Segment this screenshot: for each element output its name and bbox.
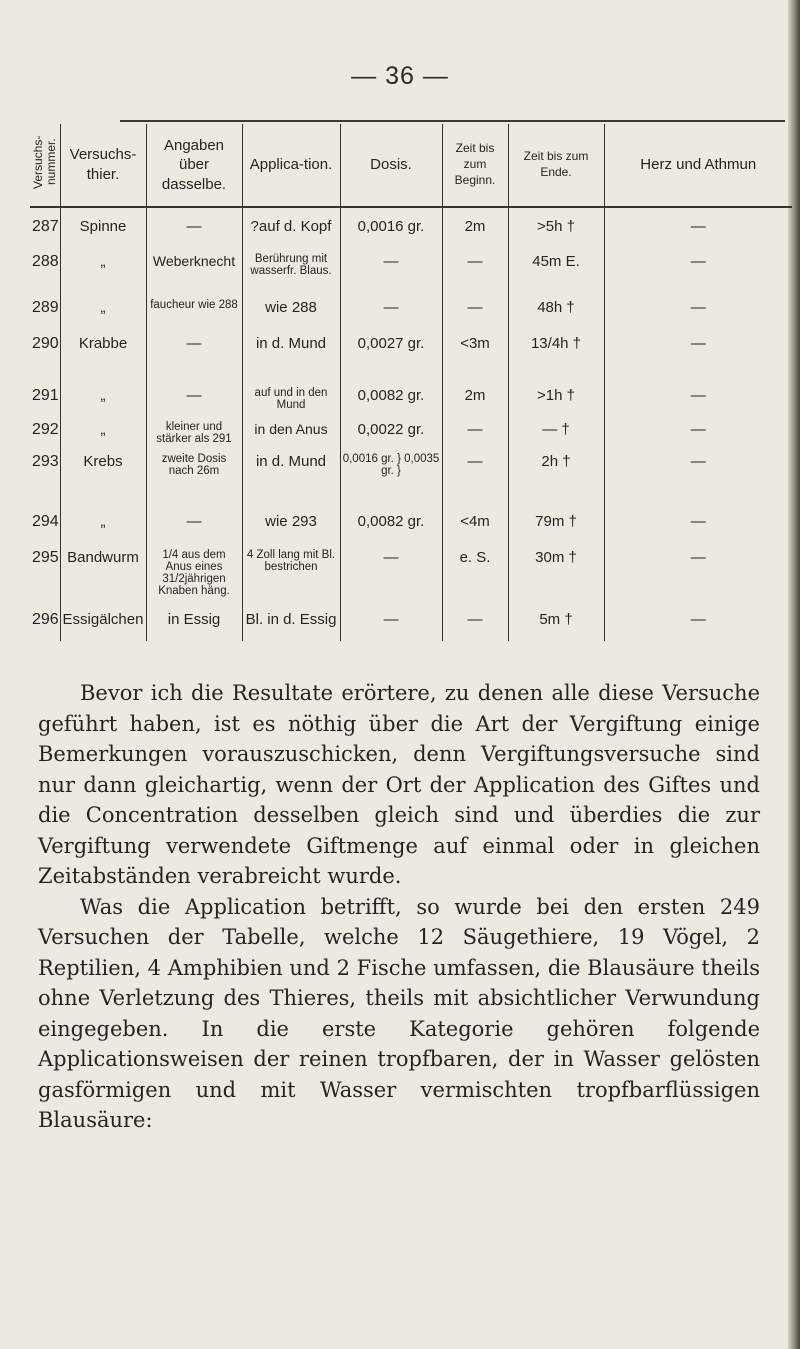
cell-animal: Krebs: [60, 451, 146, 511]
cell-time-end: 2h †: [508, 451, 604, 511]
cell-application: in den Anus: [242, 419, 340, 451]
cell-application: ?auf d. Kopf: [242, 207, 340, 251]
cell-time-start: e. S.: [442, 547, 508, 609]
cell-time-start: —: [442, 251, 508, 297]
cell-animal: Bandwurm: [60, 547, 146, 609]
cell-time-end: >1h †: [508, 385, 604, 419]
cell-dose: 0,0082 gr.: [340, 511, 442, 547]
cell-dose: —: [340, 609, 442, 641]
paragraph: Bevor ich die Resultate erörtere, zu denen alle diese Versuche geführt haben, ist es nöthig über die Art der Vergiftung einige Bemerkungen vorauszuschicken, denn Vergiftungsversuche sind nur dann gleichartig, wenn der Ort der Application des Giftes und die Concentration desselben gleich sind und überdies die zur Vergiftung verwendete Giftmenge auf einmal oder in gleichen Zeitabständen verabreicht wurde.: [38, 681, 760, 888]
cell-time-end: 5m †: [508, 609, 604, 641]
cell-number: 287: [32, 217, 59, 235]
cell-heart: —: [604, 609, 792, 641]
cell-time-start: <3m: [442, 333, 508, 385]
cell-animal: „: [60, 385, 146, 419]
cell-dose: —: [340, 547, 442, 609]
cell-number: 292: [32, 420, 59, 438]
page-number: — 36 —: [351, 62, 449, 90]
cell-time-end: 48h †: [508, 297, 604, 333]
cell-details: —: [146, 511, 242, 547]
cell-heart: —: [604, 419, 792, 451]
cell-number: 294: [32, 512, 59, 530]
cell-time-end: — †: [508, 419, 604, 451]
cell-number: 288: [32, 252, 59, 270]
cell-application: auf und in den Mund: [242, 385, 340, 419]
cell-time-end: 79m †: [508, 511, 604, 547]
cell-details: zweite Dosis nach 26m: [146, 451, 242, 511]
cell-time-end: 45m E.: [508, 251, 604, 297]
cell-animal: Krabbe: [60, 333, 146, 385]
cell-application: Berührung mit wasserfr. Blaus.: [242, 251, 340, 297]
table-row: [30, 297, 792, 333]
header-versuchsnummer: Versuchs-nummer.: [30, 124, 60, 207]
cell-dose: 0,0016 gr.: [340, 207, 442, 251]
table-row: [30, 547, 792, 609]
cell-time-start: 2m: [442, 385, 508, 419]
header-herz-athmung: Herz und Athmun: [604, 124, 792, 207]
cell-details: —: [146, 385, 242, 419]
cell-heart: —: [604, 385, 792, 419]
header-dosis: Dosis.: [340, 124, 442, 207]
cell-application: wie 288: [242, 297, 340, 333]
cell-animal: „: [60, 297, 146, 333]
paragraph: Was die Application betrifft, so wurde bei den ersten 249 Versuchen der Tabelle, welche 12 Säugethiere, 19 Vögel, 2 Reptilien, 4 Amphibien und 2 Fische umfassen, die Blausäure theils ohne Verletzung des Thieres, theils mit absichtlicher Verwundung eingegeben. In die erste Kategorie gehören folgende Applicationsweisen der reinen tropfbaren, der in Wasser gelösten gasförmigen und mit Wasser vermischten tropfbarflüssigen Blausäure:: [38, 894, 760, 1132]
cell-details: Weberknecht: [146, 251, 242, 297]
cell-heart: —: [604, 297, 792, 333]
cell-time-end: >5h †: [508, 207, 604, 251]
cell-heart: —: [604, 333, 792, 385]
cell-time-start: —: [442, 451, 508, 511]
cell-animal: Essigälchen: [60, 609, 146, 641]
cell-details: 1/4 aus dem Anus eines 31/2jährigen Knaben häng.: [146, 547, 242, 609]
body-text: [38, 678, 760, 1136]
cell-animal: „: [60, 419, 146, 451]
header-zeit-ende: Zeit bis zum Ende.: [508, 124, 604, 207]
table-header-row: [30, 124, 792, 207]
cell-time-end: 13/4h †: [508, 333, 604, 385]
cell-details: kleiner und stärker als 291: [146, 419, 242, 451]
cell-dose: 0,0027 gr.: [340, 333, 442, 385]
cell-time-start: —: [442, 419, 508, 451]
cell-heart: —: [604, 451, 792, 511]
cell-application: in d. Mund: [242, 333, 340, 385]
table-row: [30, 609, 792, 641]
cell-animal: Spinne: [60, 207, 146, 251]
header-application: Applica-tion.: [242, 124, 340, 207]
cell-details: faucheur wie 288: [146, 297, 242, 333]
cell-heart: —: [604, 547, 792, 609]
cell-details: —: [146, 333, 242, 385]
table-row: [30, 251, 792, 297]
cell-number: 296: [32, 610, 59, 628]
cell-application: Bl. in d. Essig: [242, 609, 340, 641]
table-row: [30, 333, 792, 385]
table-row: [30, 511, 792, 547]
cell-heart: —: [604, 207, 792, 251]
table-row: [30, 385, 792, 419]
cell-number: 295: [32, 548, 59, 566]
cell-animal: „: [60, 511, 146, 547]
cell-application: wie 293: [242, 511, 340, 547]
cell-details: —: [146, 207, 242, 251]
cell-heart: —: [604, 511, 792, 547]
cell-dose: —: [340, 297, 442, 333]
cell-number: 293: [32, 452, 59, 470]
cell-details: in Essig: [146, 609, 242, 641]
cell-application: in d. Mund: [242, 451, 340, 511]
cell-heart: —: [604, 251, 792, 297]
cell-time-start: —: [442, 297, 508, 333]
table-top-rule: [120, 120, 785, 122]
table-row: [30, 207, 792, 251]
cell-number: 289: [32, 298, 59, 316]
cell-number: 291: [32, 386, 59, 404]
cell-application: 4 Zoll lang mit Bl. bestrichen: [242, 547, 340, 609]
cell-animal: „: [60, 251, 146, 297]
cell-dose: 0,0022 gr.: [340, 419, 442, 451]
cell-time-end: 30m †: [508, 547, 604, 609]
cell-time-start: —: [442, 609, 508, 641]
cell-dose: 0,0016 gr. } 0,0035 gr. }: [340, 451, 442, 511]
cell-number: 290: [32, 334, 59, 352]
table-row: [30, 451, 792, 511]
header-zeit-beginn: Zeit bis zum Beginn.: [442, 124, 508, 207]
cell-time-start: 2m: [442, 207, 508, 251]
cell-time-start: <4m: [442, 511, 508, 547]
header-angaben: Angaben über dasselbe.: [146, 124, 242, 207]
cell-dose: —: [340, 251, 442, 297]
table-row: [30, 419, 792, 451]
results-table: [30, 124, 792, 641]
header-versuchsthier: Versuchs-thier.: [60, 124, 146, 207]
cell-dose: 0,0082 gr.: [340, 385, 442, 419]
